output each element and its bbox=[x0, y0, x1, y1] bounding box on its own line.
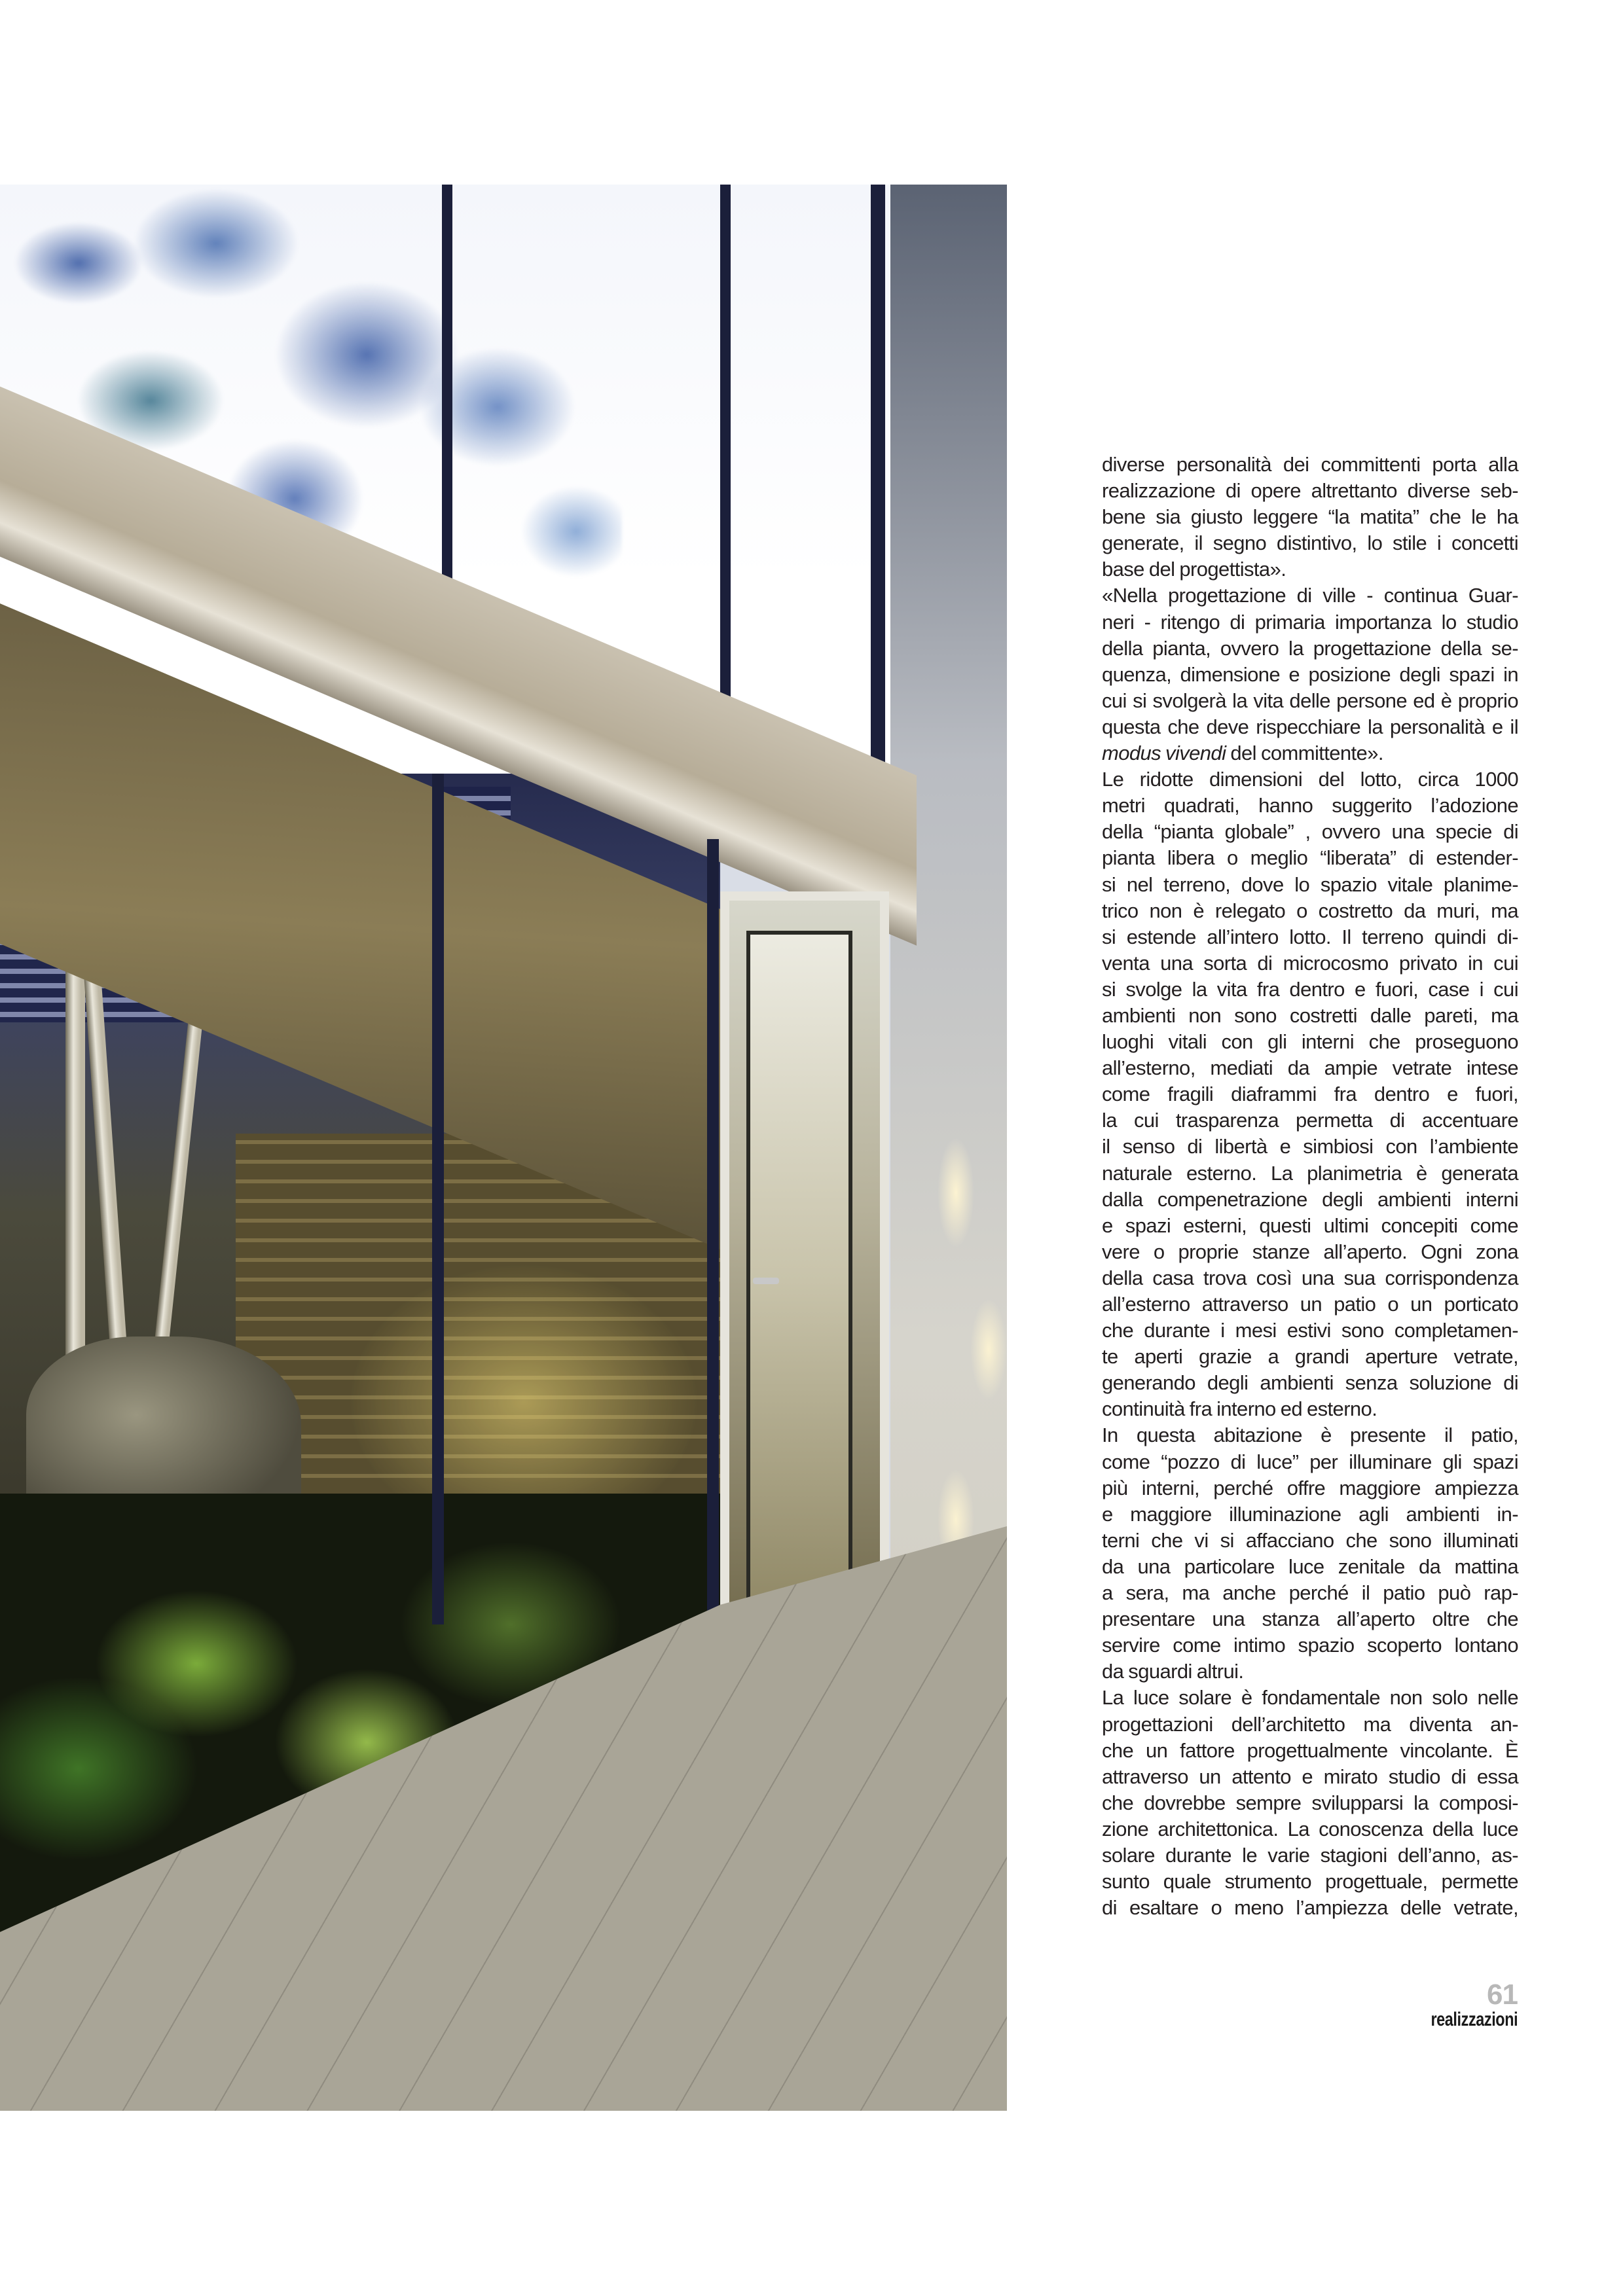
text-line: da una particolare luce zenitale da mattina bbox=[1102, 1554, 1518, 1578]
text-line: questa che deve rispecchiare la personalità e il bbox=[1102, 715, 1518, 738]
text-line: si estende all’intero lotto. Il terreno quindi di- bbox=[1102, 925, 1518, 948]
text-line: trico non è relegato o costretto da muri, ma bbox=[1102, 899, 1518, 922]
text-line: dalla compenetrazione degli ambienti interni bbox=[1102, 1187, 1518, 1211]
text-line: diverse personalità dei committenti porta alla bbox=[1102, 453, 1518, 476]
text-line: che dovrebbe sempre svilupparsi la composi- bbox=[1102, 1791, 1518, 1814]
photo-glass-mullion bbox=[707, 839, 719, 1690]
text-line: si svolge la vita fra dentro e fuori, case i cui bbox=[1102, 977, 1518, 1001]
text-line: cui si svolgerà la vita delle persone ed è proprio bbox=[1102, 689, 1518, 712]
photo-door-handle bbox=[753, 1278, 779, 1284]
text-line: più interni, perché offre maggiore ampiezza bbox=[1102, 1476, 1518, 1499]
architecture-photo bbox=[0, 185, 1007, 2111]
text-line: ambienti non sono costretti dalle pareti, ma bbox=[1102, 1003, 1518, 1027]
text-line: da sguardi altrui. bbox=[1102, 1660, 1244, 1683]
text-line: come fragili diaframmi fra dentro e fuori, bbox=[1102, 1083, 1518, 1106]
text-line: quenza, dimensione e posizione degli spazi in bbox=[1102, 662, 1518, 686]
text-line: della casa trova così una sua corrispondenza bbox=[1102, 1266, 1518, 1289]
text-line: che durante i mesi estivi sono completamen- bbox=[1102, 1319, 1518, 1342]
text-line: presentare una stanza all’aperto oltre che bbox=[1102, 1607, 1518, 1631]
text-line: si nel terreno, dove lo spazio vitale planime- bbox=[1102, 872, 1518, 896]
text-line-tail: del committente». bbox=[1230, 742, 1383, 765]
text-line: terni che vi si affacciano che sono illuminati bbox=[1102, 1528, 1518, 1552]
text-line: della “pianta globale” , ovvero una specie di bbox=[1102, 820, 1518, 844]
text-line: Le ridotte dimensioni del lotto, circa 1000 bbox=[1102, 768, 1518, 791]
text-line: luoghi vitali con gli interni che proseguono bbox=[1102, 1030, 1518, 1054]
page-folio bbox=[1406, 1981, 1518, 2030]
text-line: pianta libera o meglio “liberata” di estender- bbox=[1102, 846, 1518, 870]
photo-window-mullion bbox=[442, 185, 452, 643]
text-line: di esaltare o meno l’ampiezza delle vetrate, bbox=[1102, 1896, 1518, 1920]
text-line: venta una sorta di microcosmo privato in cui bbox=[1102, 951, 1518, 975]
italic-phrase: modus vivendi bbox=[1102, 742, 1226, 765]
text-line: «Nella progettazione di ville - continua Guar- bbox=[1102, 584, 1518, 607]
paragraph-4 bbox=[1102, 1422, 1518, 1685]
photo-window-mullion bbox=[871, 185, 885, 839]
section-name: realizzazioni bbox=[1431, 2009, 1518, 2030]
photo-glass-mullion bbox=[432, 774, 444, 1624]
text-line: sunto quale strumento progettuale, permette bbox=[1102, 1870, 1518, 1893]
paragraph-5 bbox=[1102, 1685, 1518, 1921]
text-line bbox=[1102, 740, 1518, 766]
article-text-column bbox=[1102, 452, 1518, 1921]
text-line: servire come intimo spazio scoperto lontano bbox=[1102, 1634, 1518, 1657]
text-line: della pianta, ovvero la progettazione della se- bbox=[1102, 636, 1518, 660]
text-line: progettazioni dell’architetto ma diventa an- bbox=[1102, 1712, 1518, 1736]
text-line: realizzazione di opere altrettanto diverse seb- bbox=[1102, 479, 1518, 503]
text-line: e spazi esterni, questi ultimi concepiti come bbox=[1102, 1213, 1518, 1237]
text-line: metri quadrati, hanno suggerito l’adozione bbox=[1102, 794, 1518, 817]
text-line: solare durante le varie stagioni dell’anno, as- bbox=[1102, 1843, 1518, 1867]
text-line: continuità fra interno ed esterno. bbox=[1102, 1397, 1377, 1421]
text-line: attraverso un attento e mirato studio di essa bbox=[1102, 1765, 1518, 1788]
text-line: a sera, ma anche perché il patio può rap- bbox=[1102, 1581, 1518, 1605]
text-line: base del progettista». bbox=[1102, 558, 1286, 581]
text-line: generando degli ambienti senza soluzione di bbox=[1102, 1371, 1518, 1395]
text-line: come “pozzo di luce” per illuminare gli spazi bbox=[1102, 1450, 1518, 1473]
text-line: il senso di libertà e simbiosi con l’ambiente bbox=[1102, 1135, 1518, 1158]
paragraph-3 bbox=[1102, 766, 1518, 1422]
text-line: te aperti grazie a grandi aperture vetrate, bbox=[1102, 1345, 1518, 1369]
text-line: all’esterno attraverso un patio o un porticato bbox=[1102, 1293, 1518, 1316]
text-line: bene sia giusto leggere “la matita” che le ha bbox=[1102, 505, 1518, 529]
text-line: zione architettonica. La conoscenza della luce bbox=[1102, 1817, 1518, 1840]
text-line: neri - ritengo di primaria importanza lo studio bbox=[1102, 610, 1518, 634]
text-line: vere o proprie stanze all’aperto. Ogni zona bbox=[1102, 1240, 1518, 1263]
text-line: generate, il segno distintivo, lo stile i concetti bbox=[1102, 531, 1518, 555]
text-line: In questa abitazione è presente il patio, bbox=[1102, 1424, 1518, 1447]
text-line: La luce solare è fondamentale non solo nelle bbox=[1102, 1686, 1518, 1710]
paragraph-2 bbox=[1102, 583, 1518, 766]
page-number: 61 bbox=[1487, 1979, 1518, 2011]
text-line: all’esterno, mediati da ampie vetrate intese bbox=[1102, 1056, 1518, 1080]
text-line: che un fattore progettualmente vincolante. È bbox=[1102, 1738, 1518, 1762]
paragraph-1 bbox=[1102, 452, 1518, 583]
text-line: naturale esterno. La planimetria è generata bbox=[1102, 1161, 1518, 1185]
text-line: la cui trasparenza permetta di accentuare bbox=[1102, 1109, 1518, 1132]
text-line: e maggiore illuminazione agli ambienti in- bbox=[1102, 1502, 1518, 1526]
